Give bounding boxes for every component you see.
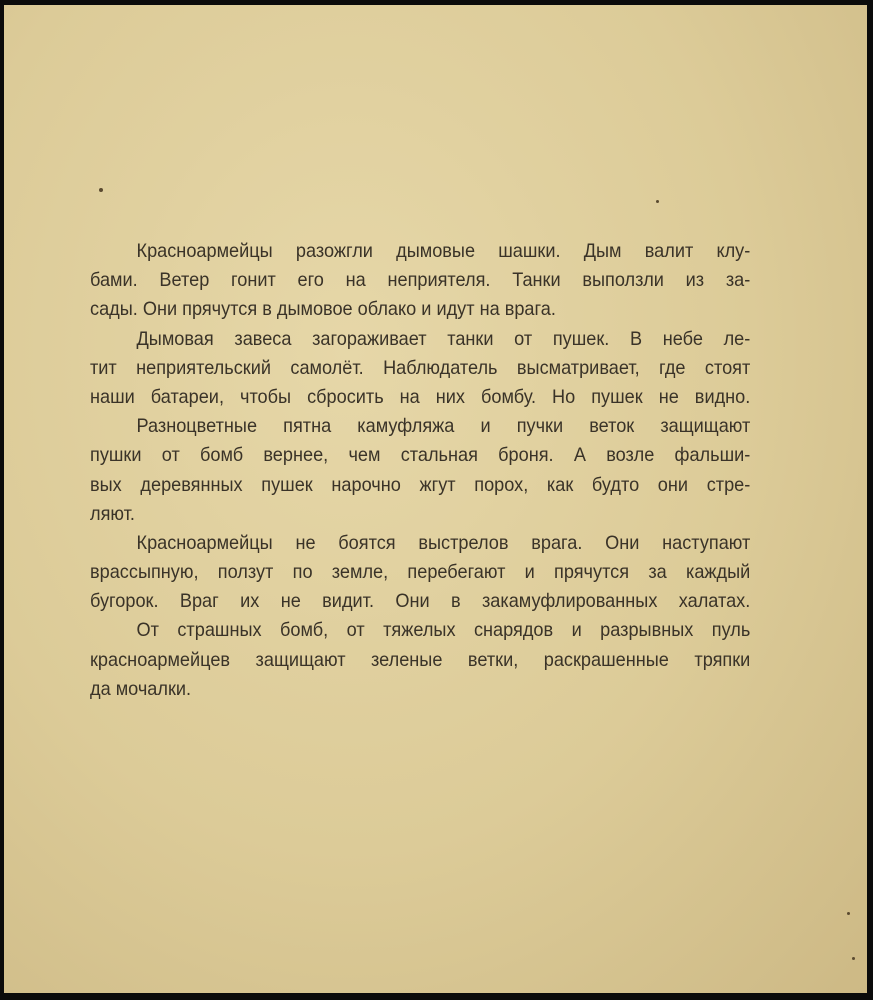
paper-speck <box>656 200 659 203</box>
scanned-page <box>4 5 867 993</box>
text-line: сады. Они прячутся в дымовое облако и идут на врага. <box>90 298 556 321</box>
text-line: Дымовая завеса загораживает танки от пушек. В небе ле- <box>136 327 751 350</box>
body-text <box>90 237 750 704</box>
text-line: наши батареи, чтобы сбросить на них бомбу. Но пушек не видно. <box>90 385 751 408</box>
text-line: Разноцветные пятна камуфляжа и пучки веток защищают <box>136 415 751 438</box>
text-line: тит неприятельский самолёт. Наблюдатель высматривает, где стоят <box>90 356 751 379</box>
text-line: пушки от бомб вернее, чем стальная броня. А возле фальши- <box>90 444 751 467</box>
text-line: Красноармейцы разожгли дымовые шашки. Дым валит клу- <box>136 240 751 262</box>
text-line: да мочалки. <box>90 677 192 700</box>
text-line: Красноармейцы не боятся выстрелов врага. Они наступают <box>136 531 751 554</box>
text-line: бугорок. Враг их не видит. Они в закамуфлированных халатах. <box>90 590 751 613</box>
text-line: врассыпную, ползут по земле, перебегают и прячутся за каждый <box>90 561 751 584</box>
paper-speck <box>852 957 855 960</box>
text-line: ляют. <box>90 502 135 525</box>
text-line: вых деревянных пушек нарочно жгут порох, как будто они стре- <box>90 473 751 496</box>
text-line: красноармейцев защищают зеленые ветки, раскрашенные тряпки <box>90 648 751 671</box>
paper-speck <box>847 912 850 915</box>
text-line: От страшных бомб, от тяжелых снарядов и разрывных пуль <box>136 619 751 642</box>
text-line: бами. Ветер гонит его на неприятеля. Танки выползли из за- <box>90 269 751 292</box>
paper-speck <box>99 188 103 192</box>
